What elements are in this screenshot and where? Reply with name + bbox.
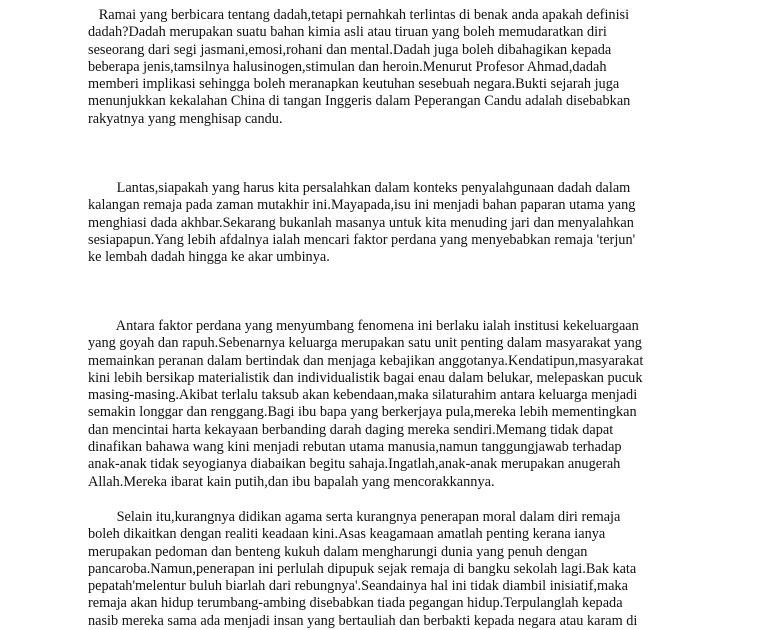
text-line: ke lembah dadah hingga ke akar umbinya. <box>88 249 330 266</box>
text-line: masing-masing.Akibat terlalu taksub akan kebendaan,maka silaturahim antara keluarga menjadi <box>88 387 638 404</box>
text-line: dadah?Dadah merupakan suatu bahan kimia asli atau tiruan yang boleh memudaratkan diri <box>88 24 607 41</box>
text-line: pepatah'melentur buluh biarlah dari rebungnya'.Seandainya hal ini tidak diambil inisiatif,maka <box>88 578 628 595</box>
text-line: Ramai yang berbicara tentang dadah,tetapi pernahkah terlintas di benak anda apakah definisi <box>88 7 630 23</box>
text-line: nasib mereka sama ada menjadi insan yang bertauliah dan berbakti kepada negara atau karam di <box>88 612 638 629</box>
text-line: Selain itu,kurangnya didikan agama serta kurangnya penerapan moral dalam diri remaja <box>88 509 621 525</box>
text-line: menghiasi dada akhbar.Sekarang bukanlah masanya untuk kita menuding jari dan menyalahkan <box>88 214 634 231</box>
text-line: anak-anak tidak seyogianya diabaikan begitu sahaja.Ingatlah,anak-anak merupakan anugerah <box>88 456 621 473</box>
text-line: boleh dikaitkan dengan realiti keadaan kini.Asas keagamaan amatlah penting kerana ianya <box>88 526 606 543</box>
text-line: kalangan remaja pada zaman mutakhir ini.Mayapada,isu ini menjadi bahan paparan utama yang <box>88 197 636 214</box>
text-line: seseorang dari segi jasmani,emosi,rohani dan mental.Dadah juga boleh dibahagikan kepada <box>88 41 612 58</box>
text-line: sesiapapun.Yang lebih afdalnya ialah mencari faktor perdana yang menyebabkan remaja 'terjun' <box>88 231 636 248</box>
text-line: yang goyah dan rapuh.Sebenarnya keluarga merupakan satu unit penting dalam masyarakat yang <box>88 335 642 352</box>
text-line: merupakan pedoman dan benteng kukuh dalam mengharungi dunia yang penuh dengan <box>88 543 588 560</box>
text-line: Antara faktor perdana yang menyumbang fenomena ini berlaku ialah institusi kekeluargaan <box>88 318 639 334</box>
paragraph-1 <box>88 7 688 128</box>
text-line: beberapa jenis,tamsilnya halusinogen,stimulan dan heroin.Menurut Profesor Ahmad,dadah <box>88 58 607 75</box>
text-line: menunjukkan kekalahan China di tangan Inggeris dalam Peperangan Candu adalah disebabkan <box>88 93 631 110</box>
paragraph-2 <box>88 180 688 266</box>
text-line: Allah.Mereka ibarat kain putih,dan ibu bapalah yang mencorakkannya. <box>88 473 495 490</box>
paragraph-4 <box>88 509 688 630</box>
text-line: rakyatnya yang menghisap candu. <box>88 110 283 127</box>
text-line: memberi implikasi sehingga boleh meranapkan keutuhan sesebuah negara.Bukti sejarah juga <box>88 76 620 93</box>
text-line: pancaroba.Namun,penerapan ini perlulah dipupuk sejak remaja di bangku sekolah lagi.Bak kata <box>88 560 637 577</box>
text-line: memainkan peranan dalam bertindak dan menjaga kebajikan anggotanya.Kendatipun,masyarakat <box>88 352 644 369</box>
text-line: kini lebih bersikap materialistik dan individualistik bagai enau dalam belukar, melepaskan pucuk <box>88 369 643 386</box>
text-line: remaja akan hidup terumbang-ambing disebabkan tiada pegangan hidup.Terpulanglah kepada <box>88 595 623 612</box>
text-line: dinafikan bahawa wang kini menjadi rebutan utama manusia,namun tanggungjawab terhadap <box>88 439 622 456</box>
text-line: dan mencintai harta kekayaan berbanding darah daging mereka sendiri.Memang tidak dapat <box>88 421 614 438</box>
text-line: Lantas,siapakah yang harus kita persalahkan dalam konteks penyalahgunaan dadah dalam <box>88 180 631 196</box>
text-line: semakin longgar dan renggang.Bagi ibu bapa yang berkerjaya pula,mereka lebih mementingkan <box>88 404 637 421</box>
paragraph-3 <box>88 318 688 491</box>
